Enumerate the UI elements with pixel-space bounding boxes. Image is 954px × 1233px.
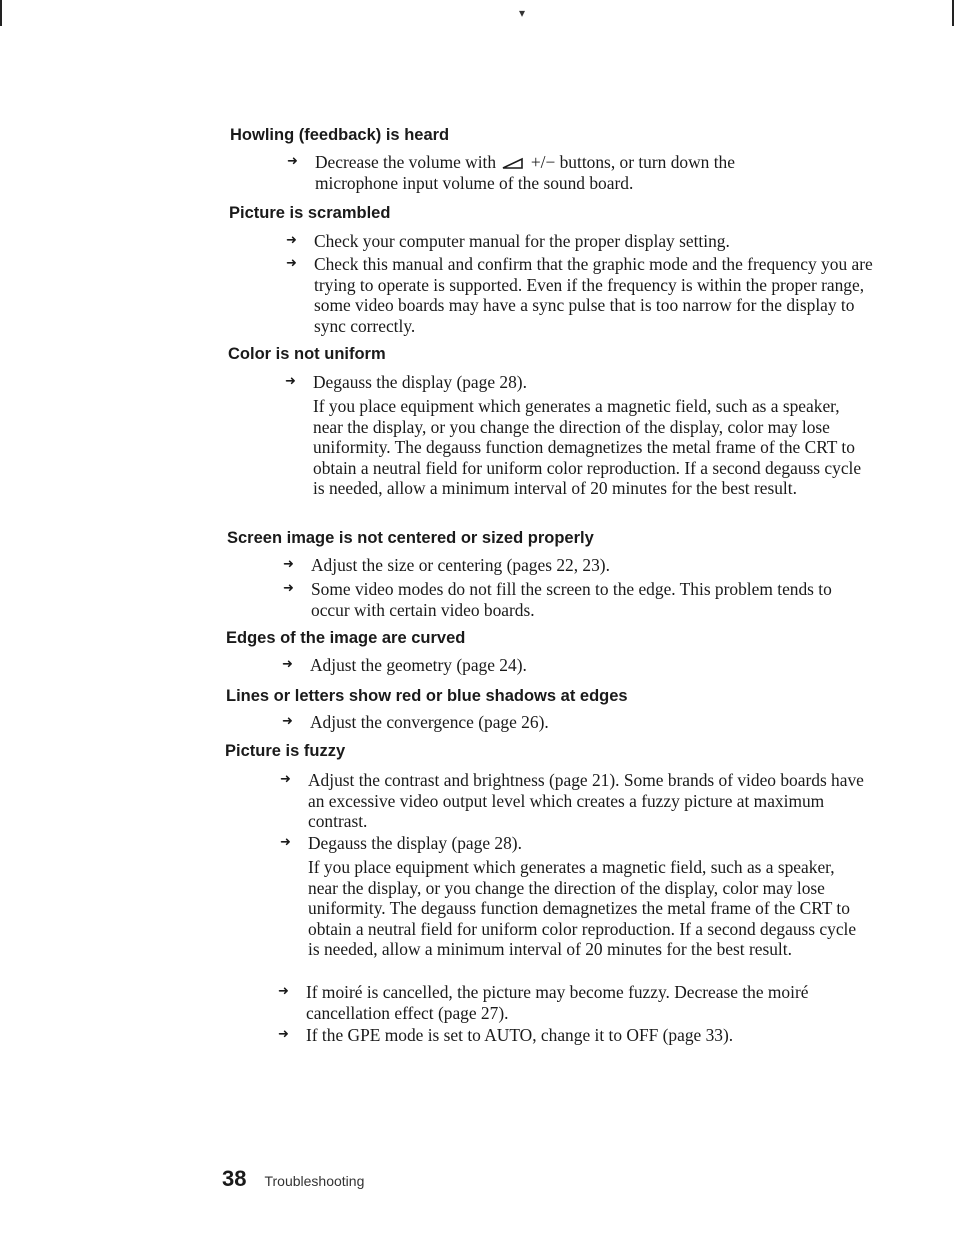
volume-icon: [502, 157, 524, 169]
list-item: [282, 712, 870, 733]
arrow-bullet-icon: ➜: [285, 374, 296, 389]
arrow-bullet-icon: ➜: [287, 154, 298, 169]
section-heading: Color is not uniform: [228, 345, 386, 363]
list-item: [283, 579, 871, 620]
arrow-bullet-icon: ➜: [286, 256, 297, 271]
registration-mark: ▾: [519, 6, 526, 20]
item-text-after: +/− buttons, or turn down the microphone input volume of the sound board.: [315, 152, 735, 193]
page-number: 38: [222, 1166, 247, 1191]
arrow-bullet-icon: ➜: [283, 581, 294, 596]
item-text-before: Decrease the volume with: [315, 152, 497, 172]
section-heading: Picture is scrambled: [229, 204, 391, 222]
list-item: [282, 655, 870, 676]
arrow-bullet-icon: ➜: [278, 984, 289, 999]
page-footer: [222, 1166, 364, 1192]
arrow-bullet-icon: ➜: [282, 714, 293, 729]
arrow-bullet-icon: ➜: [283, 557, 294, 572]
list-item: [278, 982, 866, 1023]
section-heading: Lines or letters show red or blue shadows at edges: [226, 687, 628, 705]
section-heading: Screen image is not centered or sized properly: [227, 529, 594, 547]
item-text: Adjust the geometry (page 24).: [310, 655, 527, 675]
list-item: [283, 555, 871, 576]
arrow-bullet-icon: ➜: [282, 657, 293, 672]
arrow-bullet-icon: ➜: [280, 835, 291, 850]
chapter-title: Troubleshooting: [264, 1173, 365, 1189]
item-text: Check your computer manual for the proper display setting.: [314, 231, 730, 251]
section-heading: Howling (feedback) is heard: [230, 126, 450, 144]
item-text: If the GPE mode is set to AUTO, change it to OFF (page 33).: [306, 1025, 734, 1045]
list-item: [278, 1025, 866, 1046]
list-item: [280, 833, 868, 854]
item-text: Check this manual and confirm that the graphic mode and the frequency you are trying to operate is supported. Even if the frequency is within the proper range, some video boards may have a sync pulse that is too narrow for the display to sync correctly.: [314, 254, 873, 336]
list-item: [286, 231, 874, 252]
arrow-bullet-icon: ➜: [286, 233, 297, 248]
item-text: Adjust the size or centering (pages 22, 23).: [311, 555, 610, 575]
item-text: Adjust the contrast and brightness (page 21). Some brands of video boards have an excessive video output level which creates a fuzzy picture at maximum contrast.: [308, 770, 864, 832]
item-text: Degauss the display (page 28).: [313, 372, 527, 392]
item-text: Degauss the display (page 28).: [308, 833, 522, 853]
item-text: Adjust the convergence (page 26).: [310, 712, 549, 732]
arrow-bullet-icon: ➜: [280, 772, 291, 787]
section-heading: Picture is fuzzy: [225, 742, 346, 760]
explanation-note: If you place equipment which generates a magnetic field, such as a speaker, near the display, or you change the direction of the display, color may lose uniformity. The degauss function demagnetizes the metal frame of the CRT to obtain a neutral field for uniform color reproduction. If a second degauss cycle is needed, allow a minimum interval of 20 minutes for the best result.: [313, 396, 862, 499]
explanation-note: If you place equipment which generates a magnetic field, such as a speaker, near the display, or you change the direction of the display, color may lose uniformity. The degauss function demagnetizes the metal frame of the CRT to obtain a neutral field for uniform color reproduction. If a second degauss cycle is needed, allow a minimum interval of 20 minutes for the best result.: [308, 857, 857, 960]
list-item: [285, 372, 873, 393]
item-text: Some video modes do not fill the screen to the edge. This problem tends to occur with certain video boards.: [311, 579, 832, 620]
item-text: If moiré is cancelled, the picture may become fuzzy. Decrease the moiré cancellation effect (page 27).: [306, 982, 809, 1023]
section-heading: Edges of the image are curved: [226, 629, 466, 647]
list-item: [286, 254, 874, 336]
list-item: [280, 770, 868, 832]
list-item: [287, 152, 815, 193]
arrow-bullet-icon: ➜: [278, 1027, 289, 1042]
page-edge-mark: [0, 0, 2, 26]
